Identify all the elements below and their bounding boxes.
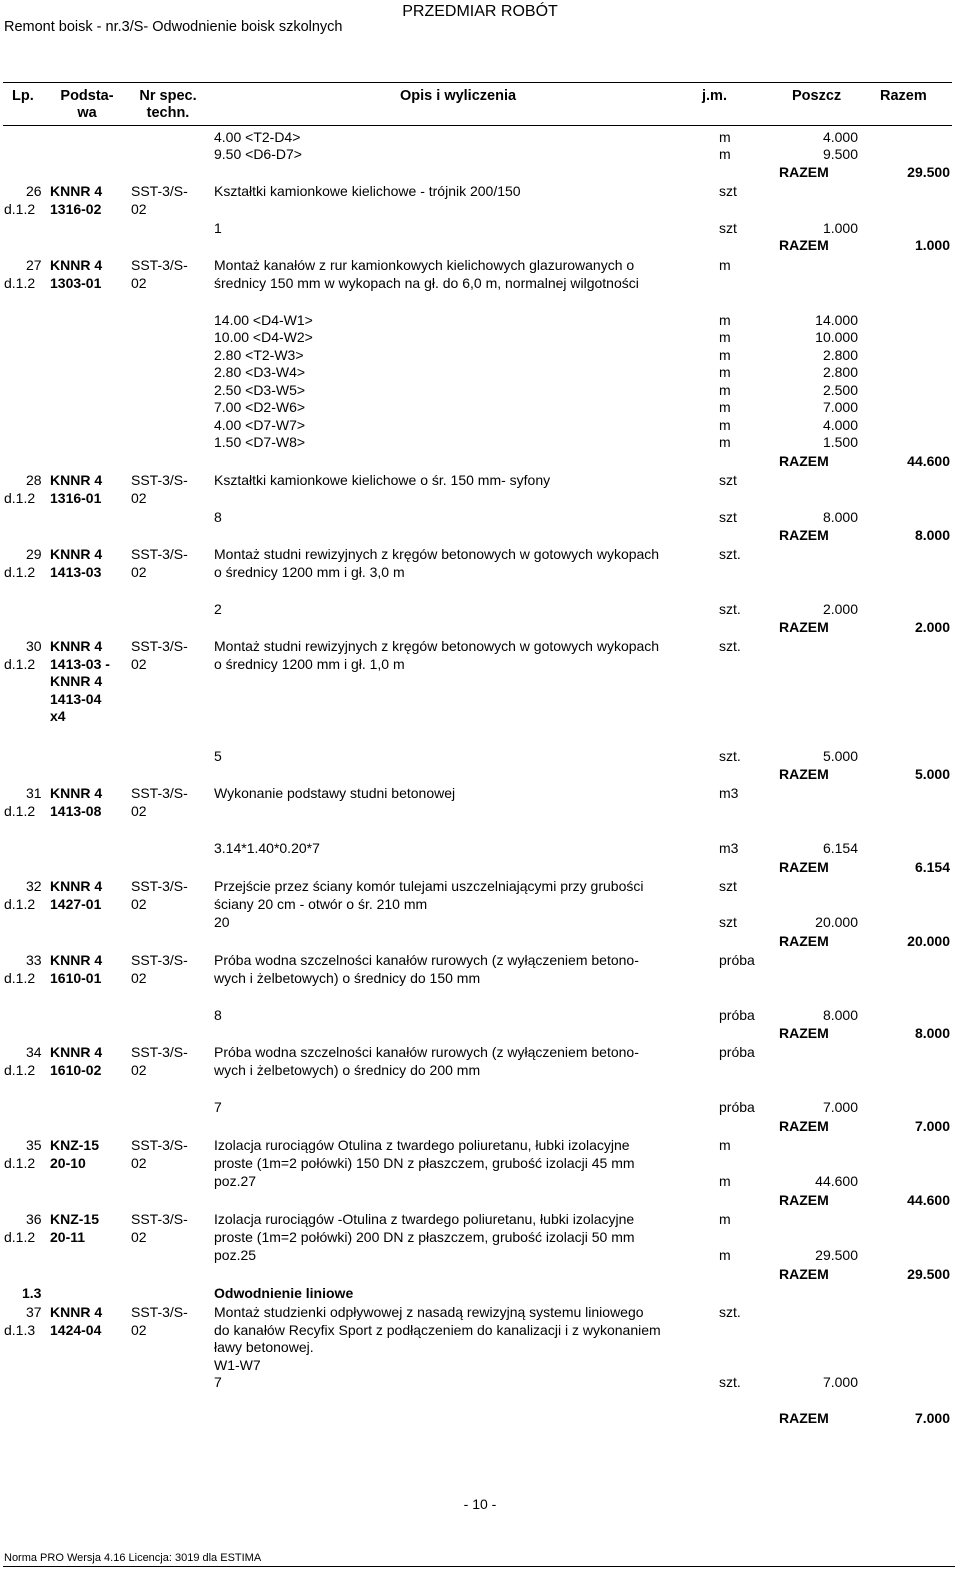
total-value: 8.000 [914, 1025, 950, 1041]
col-poszcz: Poszcz [792, 88, 842, 104]
spec-code: SST-3/S- [131, 1211, 188, 1227]
unit: szt [719, 914, 737, 930]
description: 2.80 <D3-W4> [214, 364, 306, 380]
total-label: RAZEM [779, 619, 829, 635]
partial-quantity: 4.000 [822, 129, 858, 145]
section-title: Odwodnienie liniowe [214, 1285, 354, 1301]
description: poz.25 [214, 1247, 257, 1263]
spec-code: SST-3/S- [131, 1137, 188, 1153]
footer-license: Norma PRO Wersja 4.16 Licencja: 3019 dla ESTIMA [4, 1552, 262, 1564]
basis-code: 1610-01 [50, 969, 102, 986]
spec-code: SST-3/S- [131, 472, 188, 488]
item-section-ref: d.1.2 [4, 1228, 36, 1245]
basis-code: KNNR 4 [50, 878, 103, 894]
partial-quantity: 1.000 [822, 220, 858, 236]
unit: szt. [719, 546, 741, 562]
unit: próba [719, 1007, 755, 1023]
col-jm: j.m. [702, 88, 727, 104]
description-line: proste (1m=2 połówki) 150 DN z płaszczem, grubość izolacji 45 mm [214, 1154, 635, 1171]
total-value: 44.600 [907, 1192, 950, 1208]
partial-quantity: 4.000 [822, 417, 858, 433]
total-value: 7.000 [914, 1118, 950, 1134]
unit: szt. [719, 1374, 741, 1390]
item-section-ref: d.1.2 [4, 274, 36, 291]
basis-code: 1610-02 [50, 1061, 102, 1078]
description: Montaż studzienki odpływowej z nasadą rewizyjną systemu liniowego [214, 1304, 644, 1320]
basis-code: 1413-03 - [50, 655, 110, 672]
partial-quantity: 44.600 [815, 1173, 858, 1189]
basis-code: 1413-08 [50, 802, 102, 819]
unit: szt. [719, 601, 741, 617]
item-number: 35 [26, 1137, 42, 1153]
unit: szt [719, 183, 737, 199]
partial-quantity: 7.000 [822, 1374, 858, 1390]
description: 4.00 <T2-D4> [214, 129, 301, 145]
spec-code: 02 [131, 200, 147, 217]
unit: szt. [719, 638, 741, 654]
total-value: 6.154 [914, 859, 950, 875]
partial-quantity: 7.000 [822, 1099, 858, 1115]
basis-code: 20-10 [50, 1154, 86, 1171]
description: Kształtki kamionkowe kielichowe - trójnik 200/150 [214, 183, 521, 199]
spec-code: SST-3/S- [131, 1304, 188, 1320]
description-line: średnicy 150 mm w wykopach na gł. do 6,0 m, normalnej wilgotności [214, 274, 639, 291]
description: 2.80 <T2-W3> [214, 347, 304, 363]
partial-quantity: 8.000 [822, 509, 858, 525]
basis-code: KNNR 4 [50, 546, 103, 562]
partial-quantity: 14.000 [815, 312, 858, 328]
description-line: wych i żelbetowych) o średnicy do 200 mm [214, 1061, 481, 1078]
basis-code: KNNR 4 [50, 673, 103, 689]
description-line: o średnicy 1200 mm i gł. 3,0 m [214, 563, 405, 580]
total-value: 1.000 [914, 237, 950, 253]
unit: m3 [719, 785, 739, 801]
unit: m [719, 1137, 731, 1153]
total-label: RAZEM [779, 933, 829, 949]
item-number: 27 [26, 257, 42, 273]
description: Izolacja rurociągów -Otulina z twardego poliuretanu, łubki izolacyjne [214, 1211, 635, 1227]
unit: m [719, 257, 731, 273]
basis-code: KNNR 4 [50, 1304, 103, 1320]
item-section-ref: d.1.3 [4, 1321, 36, 1338]
description: Montaż kanałów z rur kamionkowych kielichowych glazurowanych o [214, 257, 635, 273]
item-number: 30 [26, 638, 42, 654]
item-number: 28 [26, 472, 42, 488]
partial-quantity: 5.000 [822, 748, 858, 764]
description: Próba wodna szczelności kanałów rurowych (z wyłączeniem betono- [214, 952, 639, 968]
basis-code: KNNR 4 [50, 472, 103, 488]
partial-quantity: 7.000 [822, 399, 858, 415]
spec-code: 02 [131, 489, 147, 506]
total-value: 20.000 [907, 933, 950, 949]
total-label: RAZEM [779, 1118, 829, 1134]
item-number: 34 [26, 1044, 42, 1060]
item-number: 29 [26, 546, 42, 562]
description: 1 [214, 220, 222, 236]
description: 7 [214, 1099, 222, 1115]
unit: m [719, 364, 731, 380]
description: 9.50 <D6-D7> [214, 146, 302, 162]
total-value: 7.000 [914, 1410, 950, 1426]
table-top-line [3, 82, 952, 83]
item-section-ref: d.1.2 [4, 655, 36, 672]
spec-code: 02 [131, 1228, 147, 1245]
unit: m [719, 1247, 731, 1263]
unit: m [719, 347, 731, 363]
basis-code: KNNR 4 [50, 183, 103, 199]
partial-quantity: 10.000 [815, 329, 858, 345]
description: 20 [214, 914, 230, 930]
total-label: RAZEM [779, 1266, 829, 1282]
spec-code: 02 [131, 1061, 147, 1078]
partial-quantity: 20.000 [815, 914, 858, 930]
description: 8 [214, 1007, 222, 1023]
unit: m [719, 1211, 731, 1227]
page-number: - 10 - [463, 1496, 497, 1512]
total-value: 5.000 [914, 766, 950, 782]
description: Przejście przez ściany komór tulejami uszczelniającymi przy grubości [214, 878, 644, 894]
partial-quantity: 2.800 [822, 347, 858, 363]
basis-code: 1413-04 [50, 690, 102, 707]
basis-code: 1424-04 [50, 1321, 102, 1338]
total-label: RAZEM [779, 527, 829, 543]
unit: m [719, 434, 731, 450]
description: 2 [214, 601, 222, 617]
unit: szt [719, 878, 737, 894]
spec-code: 02 [131, 563, 147, 580]
page-header [0, 0, 960, 50]
unit: próba [719, 1044, 755, 1060]
item-number: 33 [26, 952, 42, 968]
partial-quantity: 2.000 [822, 601, 858, 617]
description: 5 [214, 748, 222, 764]
description: Próba wodna szczelności kanałów rurowych (z wyłączeniem betono- [214, 1044, 639, 1060]
item-section-ref: d.1.2 [4, 1061, 36, 1078]
col-razem: Razem [880, 88, 927, 104]
basis-code: 1303-01 [50, 274, 102, 291]
unit: m [719, 399, 731, 415]
unit: próba [719, 952, 755, 968]
spec-code: 02 [131, 655, 147, 672]
unit: m [719, 1173, 731, 1189]
spec-code: SST-3/S- [131, 183, 188, 199]
unit: m [719, 382, 731, 398]
unit: m [719, 417, 731, 433]
spec-code: 02 [131, 895, 147, 912]
spec-code: SST-3/S- [131, 257, 188, 273]
spec-code: SST-3/S- [131, 546, 188, 562]
description: 1.50 <D7-W8> [214, 434, 306, 450]
spec-code: SST-3/S- [131, 785, 188, 801]
item-section-ref: d.1.2 [4, 200, 36, 217]
spec-code: 02 [131, 802, 147, 819]
partial-quantity: 1.500 [822, 434, 858, 450]
unit: próba [719, 1099, 755, 1115]
total-value: 29.500 [907, 1266, 950, 1282]
total-label: RAZEM [779, 237, 829, 253]
col-lp: Lp. [12, 88, 34, 104]
basis-code: KNNR 4 [50, 1044, 103, 1060]
item-section-ref: d.1.2 [4, 489, 36, 506]
basis-code: 1427-01 [50, 895, 102, 912]
description: 7 [214, 1374, 222, 1390]
total-label: RAZEM [779, 1192, 829, 1208]
partial-quantity: 2.800 [822, 364, 858, 380]
unit: m [719, 312, 731, 328]
basis-code: 1316-01 [50, 489, 102, 506]
description: Montaż studni rewizyjnych z kręgów betonowych w gotowych wykopach [214, 638, 660, 654]
description: Montaż studni rewizyjnych z kręgów betonowych w gotowych wykopach [214, 546, 660, 562]
description-line: W1-W7 [214, 1356, 261, 1373]
basis-code: 1316-02 [50, 200, 102, 217]
item-number: 32 [26, 878, 42, 894]
col-nr-spec: Nr spec. techn. [139, 88, 197, 121]
unit: szt [719, 509, 737, 525]
total-label: RAZEM [779, 1025, 829, 1041]
item-section-ref: d.1.2 [4, 1154, 36, 1171]
item-section-ref: d.1.2 [4, 969, 36, 986]
section-number: 1.3 [22, 1285, 42, 1301]
unit: szt. [719, 748, 741, 764]
item-section-ref: d.1.2 [4, 563, 36, 580]
description: poz.27 [214, 1173, 257, 1189]
spec-code: 02 [131, 1321, 147, 1338]
description: 7.00 <D2-W6> [214, 399, 306, 415]
unit: m [719, 329, 731, 345]
unit: m3 [719, 840, 739, 856]
basis-code: KNNR 4 [50, 952, 103, 968]
unit: m [719, 146, 731, 162]
description-line: ściany 20 cm - otwór o śr. 210 mm [214, 895, 428, 912]
item-number: 26 [26, 183, 42, 199]
total-value: 44.600 [907, 453, 950, 469]
spec-code: SST-3/S- [131, 1044, 188, 1060]
spec-code: SST-3/S- [131, 952, 188, 968]
description: 3.14*1.40*0.20*7 [214, 840, 320, 856]
item-number: 31 [26, 785, 42, 801]
basis-code: KNNR 4 [50, 257, 103, 273]
description-line: proste (1m=2 połówki) 200 DN z płaszczem, grubość izolacji 50 mm [214, 1228, 635, 1245]
unit: szt. [719, 1304, 741, 1320]
total-label: RAZEM [779, 453, 829, 469]
description: 4.00 <D7-W7> [214, 417, 306, 433]
document-title: PRZEDMIAR ROBÓT [402, 3, 558, 20]
basis-code: KNZ-15 [50, 1211, 100, 1227]
total-value: 8.000 [914, 527, 950, 543]
partial-quantity: 29.500 [815, 1247, 858, 1263]
partial-quantity: 6.154 [822, 840, 858, 856]
total-value: 29.500 [907, 164, 950, 180]
partial-quantity: 8.000 [822, 1007, 858, 1023]
project-name: Remont boisk - nr.3/S- Odwodnienie boisk szkolnych [4, 19, 343, 35]
unit: szt [719, 220, 737, 236]
total-label: RAZEM [779, 766, 829, 782]
description-line: o średnicy 1200 mm i gł. 1,0 m [214, 655, 405, 672]
description: Wykonanie podstawy studni betonowej [214, 785, 456, 801]
partial-quantity: 9.500 [822, 146, 858, 162]
spec-code: 02 [131, 969, 147, 986]
col-opis: Opis i wyliczenia [400, 88, 517, 104]
basis-code: KNNR 4 [50, 638, 103, 654]
total-label: RAZEM [779, 164, 829, 180]
description: Izolacja rurociągów Otulina z twardego poliuretanu, łubki izolacyjne [214, 1137, 630, 1153]
spec-code: SST-3/S- [131, 878, 188, 894]
footer-rule [3, 1566, 955, 1567]
total-label: RAZEM [779, 859, 829, 875]
partial-quantity: 2.500 [822, 382, 858, 398]
col-podstawa: Podsta- wa [60, 88, 114, 121]
spec-code: 02 [131, 274, 147, 291]
description-line: ławy betonowej. [214, 1339, 314, 1355]
basis-code: 20-11 [50, 1228, 86, 1245]
item-number: 37 [26, 1304, 42, 1320]
total-label: RAZEM [779, 1410, 829, 1426]
description-line: wych i żelbetowych) o średnicy do 150 mm [214, 969, 481, 986]
description: 14.00 <D4-W1> [214, 312, 313, 328]
unit: szt [719, 472, 737, 488]
basis-code: KNNR 4 [50, 785, 103, 801]
spec-code: SST-3/S- [131, 638, 188, 654]
description: Kształtki kamionkowe kielichowe o śr. 150 mm- syfony [214, 472, 551, 488]
description: 2.50 <D3-W5> [214, 382, 306, 398]
unit: m [719, 129, 731, 145]
basis-code: 1413-03 [50, 563, 102, 580]
item-section-ref: d.1.2 [4, 802, 36, 819]
description: 10.00 <D4-W2> [214, 329, 313, 345]
header-bottom-line [3, 125, 952, 126]
description: 8 [214, 509, 222, 525]
total-value: 2.000 [914, 619, 950, 635]
item-section-ref: d.1.2 [4, 895, 36, 912]
item-number: 36 [26, 1211, 42, 1227]
spec-code: 02 [131, 1154, 147, 1171]
basis-code: x4 [50, 708, 66, 724]
description-line: do kanałów Recyfix Sport z podłączeniem do kanalizacji i z wykonaniem [214, 1321, 661, 1338]
basis-code: KNZ-15 [50, 1137, 100, 1153]
